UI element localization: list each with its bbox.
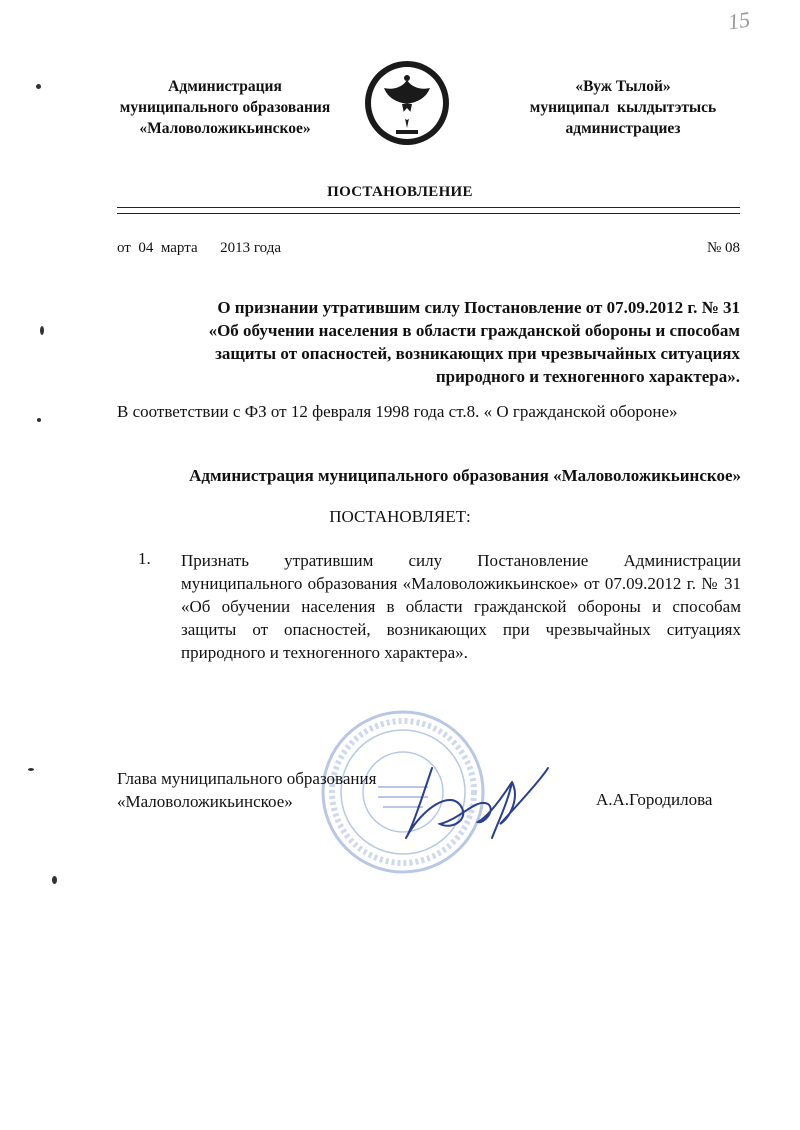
document-type: ПОСТАНОВЛЕНИЕ [327, 184, 473, 200]
header-right-line: «Вуж Тылой» [575, 78, 671, 95]
signatory-title [117, 767, 376, 813]
scan-speck [36, 84, 41, 89]
header-right-line: администрациез [565, 120, 681, 137]
item-text: Признать утратившим силу Постановление Администрации муниципального образования «Маловоложикьинское» от 07.09.2012 г. № 31 «Об обучении населения в области гражданской обороны и способам защиты от опасностей, возникающих при чрезвычайных ситуациях природного и техногенного характера». [181, 551, 741, 662]
signatory-title-line: Глава муниципального образования [117, 769, 377, 788]
scan-speck [37, 418, 41, 422]
header-right [508, 76, 738, 139]
page-number-mark: 15 [726, 6, 752, 35]
title-line: «Об обучении населения в области гражданской обороны и способам [208, 321, 740, 340]
scan-speck [52, 876, 57, 884]
header-divider [117, 207, 740, 214]
header-left [95, 76, 355, 139]
header-left-line: муниципального образования [119, 99, 331, 116]
title-line: защиты от опасностей, возникающих при чрезвычайных ситуациях [215, 344, 740, 363]
legal-basis: В соответствии с ФЗ от 12 февраля 1998 года ст.8. « О гражданской обороне» [117, 402, 678, 421]
document-number: № 08 [706, 240, 740, 256]
scan-speck [28, 768, 34, 771]
handwritten-signature [392, 758, 562, 848]
coat-of-arms-icon [362, 58, 452, 148]
header-right-line: муниципал кылдытэтысь [529, 99, 717, 116]
title-line: О признании утратившим силу Постановление от 07.09.2012 г. № 31 [217, 298, 740, 317]
document-title [140, 296, 740, 388]
scan-speck [40, 326, 44, 335]
signatory-name: А.А.Городилова [596, 790, 713, 809]
document-date: от 04 марта 2013 года [117, 240, 281, 256]
title-line: природного и техногенного характера». [435, 367, 740, 386]
signatory-title-line: «Маловоложикьинское» [117, 792, 293, 811]
issuing-authority: Администрация муниципального образования «Маловоложикьинское» [189, 466, 741, 485]
resolves-heading: ПОСТАНОВЛЯЕТ: [329, 507, 471, 526]
header-left-line: «Маловоложикьинское» [139, 120, 311, 137]
header-left-line: Администрация [168, 78, 282, 95]
item-number: 1. [138, 549, 151, 568]
